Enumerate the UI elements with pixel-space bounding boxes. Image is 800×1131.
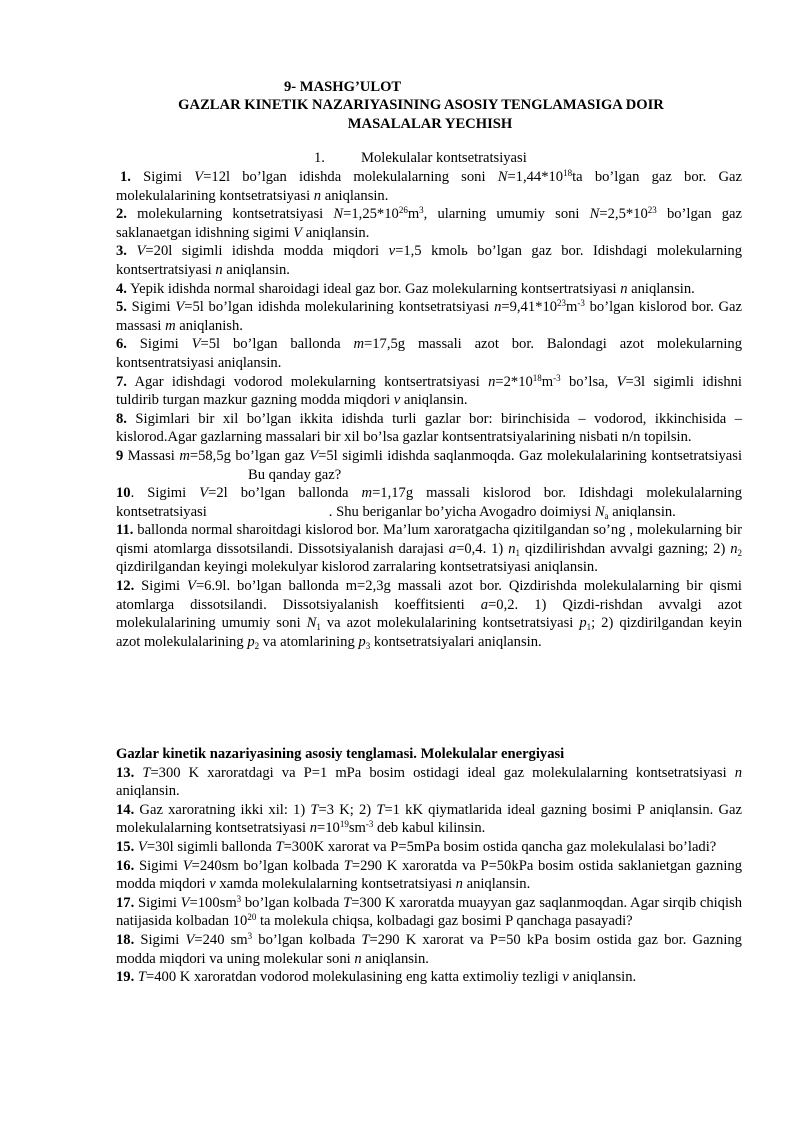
text: Sigimi (130, 169, 195, 185)
text: =0,4. 1) (456, 540, 509, 557)
problem-14 (116, 801, 742, 838)
page-title: 9- MASHG’ULOT (284, 79, 402, 95)
superscript: 18 (532, 372, 542, 383)
text: m (407, 206, 420, 223)
subscript: 1 (586, 622, 592, 633)
problem-17 (116, 894, 742, 931)
variable: m (165, 317, 176, 334)
text: va atomlarining (259, 633, 359, 650)
variable: N (589, 206, 600, 223)
variable: V (191, 336, 201, 353)
text: Sigimi (134, 857, 183, 874)
superscript: -3 (365, 819, 374, 830)
text: ; 2) qizdirilgandan keyin azot molekulalarining (116, 615, 743, 650)
text: xamda molekulalarning kontsetratsiyasi (215, 876, 456, 893)
text: ballonda normal sharoitdagi kislorod bor. Ma’lum xaroratgacha qizitilgandan so’ng , molekularning bir qismi atomlarga dissotsilandi. Dissotsiyalanish darajasi (116, 522, 742, 557)
text: kontsetratsiyalari aniqlansin. (370, 633, 542, 650)
variable: V (180, 894, 190, 911)
superscript: -3 (553, 372, 561, 383)
variable: T (361, 931, 370, 948)
text: aniqlansin. (400, 392, 468, 409)
variable: m (179, 447, 190, 464)
text: =300K xarorat va P=5mPa bosim ostida qancha gaz molekulalasi bo’ladi? (283, 838, 717, 855)
text: Agar idishdagi vodorod molekularning kontsertratsiyasi (126, 373, 489, 390)
text: qizdilirishdan avvalgi gazning; 2) (520, 540, 731, 557)
variable: T (343, 857, 352, 874)
section-heading-1 (314, 149, 527, 168)
problem-12 (116, 577, 742, 651)
text: aniqlansin. (116, 783, 180, 800)
superscript: 23 (557, 298, 567, 309)
problem-number: 7. (116, 373, 127, 390)
variable: N (306, 615, 317, 632)
page-subtitle-line2: MASALALAR YECHISH (347, 116, 513, 132)
problem-number: 6. (116, 336, 127, 353)
problem-number: 2. (116, 206, 127, 223)
text: =100sm (189, 894, 237, 911)
text: aniqlansin. (568, 969, 637, 986)
subscript: a (604, 510, 609, 521)
text: aniqlansin. (302, 224, 370, 241)
text: =240 sm (194, 931, 248, 948)
text: =1,17g massali kislorod bor. Idishdagi molekulalarning kontsetratsiyasi (116, 485, 743, 520)
text: =2*10 (495, 373, 533, 390)
text: . Sigimi (130, 485, 200, 502)
variable: v (562, 969, 569, 986)
section-heading-2: Gazlar kinetik nazariyasining asosiy tenglamasi. Molekulalar energiyasi (116, 746, 565, 762)
subscript: 2 (254, 640, 260, 651)
superscript: 18 (563, 168, 573, 178)
variable: v (393, 392, 401, 409)
variable: v (209, 876, 216, 893)
text: =290 K xarorat va P=50 kPa bosim ostida gaz bor. Gazning modda miqdori va uning molekular soni (116, 931, 742, 967)
text: deb kabul kilinsin. (373, 820, 486, 837)
text: qizdirilgandan keyingi molekulyar kislorod zarralaring kontsetratsiyasi aniqlansin. (116, 559, 598, 576)
text: Sigimi (134, 894, 181, 911)
text: Yepik idishda normal sharoidagi ideal gaz bor. Gaz molekularning kontsertratsiyasi (126, 280, 621, 297)
problem-number: 14. (116, 801, 135, 818)
variable: n (354, 950, 362, 967)
text: va azot molekulalarining kontsetratsiyasi (320, 615, 580, 632)
text: =6.9l. bo’lgan ballonda m=2,3g massali azot bor. Qizdirishda molekulalarning bir qismi atomlarga dissotsilandi. Dissotsiyalanish koeffitsienti (116, 578, 742, 613)
text: m (541, 373, 554, 390)
variable: n (313, 187, 322, 204)
text: =1,25*10 (343, 206, 399, 223)
text: =3 K; 2) (318, 801, 377, 818)
subscript: 2 (737, 547, 743, 558)
problem-number: 19. (116, 969, 135, 986)
text: bo’lgan kislorod bor. Gaz massasi (116, 299, 742, 334)
page-subtitle: GAZLAR KINETIK NAZARIYASINING ASOSIY TENGLAMASIGA DOIR (178, 97, 664, 113)
text: =300 K xaroratdagi va P=1 mPa bosim ostidagi ideal gaz molekulalarning kontsetratsiyasi (150, 764, 735, 781)
problem-number: 17. (116, 894, 135, 911)
superscript: 20 (247, 912, 257, 923)
problem-15 (116, 838, 742, 857)
problem-number: 9 (116, 447, 124, 464)
problem-19 (116, 968, 742, 987)
variable: V (187, 578, 196, 595)
variable: m (361, 485, 373, 502)
text: Massasi (123, 447, 180, 464)
variable: V (136, 243, 146, 260)
text: =10 (317, 820, 340, 837)
variable: T (142, 764, 151, 781)
variable: V (194, 169, 204, 185)
text: =1,44*10 (507, 169, 564, 185)
variable: p (247, 633, 255, 650)
problem-8 (116, 410, 742, 447)
problem-18 (116, 931, 742, 968)
text: molekularning kontsetratsiyasi (126, 206, 334, 223)
text: =1,5 kmolь bo’lgan gaz bor. Idishdagi molekularning kontsertratsiyasi (116, 243, 743, 278)
variable: p (358, 633, 366, 650)
text: Bu qanday gaz? (248, 466, 342, 483)
text: sm (348, 820, 366, 837)
problem-number: 13. (116, 764, 135, 781)
text: =290 K xaroratda va P=50kPa bosim ostida saklanietgan gazning modda miqdori (116, 857, 742, 893)
text: aniqlansin. (321, 187, 389, 204)
superscript: 23 (647, 205, 657, 216)
text: Sigimi (126, 336, 192, 353)
variable: V (175, 299, 185, 316)
problem-6 (116, 335, 742, 372)
variable: V (137, 838, 147, 855)
variable: m (353, 336, 365, 353)
text: bo’lgan kolbada (252, 931, 362, 948)
variable: v (388, 243, 396, 260)
variable: a (448, 540, 457, 557)
problem-list-1 (116, 168, 742, 651)
problem-4 (116, 280, 742, 299)
text: ta molekula chiqsa, kolbadagi gaz bosimi P qanchaga pasayadi? (256, 913, 633, 930)
variable: T (343, 894, 352, 911)
text: Sigimi (126, 299, 176, 316)
problem-5 (116, 298, 742, 335)
variable: n (494, 299, 502, 316)
superscript: 3 (247, 930, 253, 941)
variable: n (309, 820, 318, 837)
text: =300 K xaroratda muayyan gaz saqlanmoqdan. Agar sirqib chiqish natijasida kolbadan 10 (116, 894, 743, 930)
superscript: 19 (339, 819, 349, 830)
problem-7 (116, 373, 742, 410)
problem-number: 15. (116, 838, 135, 855)
problem-number: 11. (116, 522, 134, 539)
text: bo’lgan kolbada (241, 894, 344, 911)
variable: T (310, 801, 319, 818)
text: =2,5*10 (599, 206, 648, 223)
variable: N (594, 503, 605, 520)
variable: n (488, 373, 496, 390)
text: =2l bo’lgan ballonda (208, 485, 362, 502)
text: =9,41*10 (501, 299, 558, 316)
text: =12l bo’lgan idishda molekulalarning soni (203, 169, 498, 185)
problem-3 (116, 242, 742, 279)
problem-9 (116, 447, 742, 484)
text: aniqlansin. (608, 503, 676, 520)
variable: n (455, 876, 463, 893)
variable: T (275, 838, 284, 855)
text: ta bo’lgan gaz bor. Gaz molekulalarining kontsetratsiyasi (116, 169, 743, 204)
variable: n (734, 764, 742, 781)
text: =58,5g bo’lgan gaz (189, 447, 310, 464)
text: aniqlanish. (175, 317, 243, 334)
text: . Shu beriganlar bo’yicha Avogadro doimiysi (328, 503, 595, 520)
text: aniqlansin. (462, 876, 531, 893)
problem-number: 5. (116, 299, 127, 316)
text: =5l bo’lgan idishda molekularining kontsetratsiyasi (184, 299, 495, 316)
variable: n (215, 261, 223, 278)
superscript: 26 (398, 205, 408, 216)
variable: N (333, 206, 344, 223)
variable: T (137, 969, 147, 986)
text: =17,5g massali azot bor. Balondagi azot molekularning kontsentratsiyasi aniqlansin. (116, 336, 742, 371)
problem-number: 16. (116, 857, 135, 874)
text: Gaz xaroratning ikki xil: 1) (134, 801, 311, 818)
variable: N (497, 169, 508, 185)
section-title: Molekulalar kontsetratsiyasi (361, 150, 527, 166)
text: =3l sigimli idishni tuldirib turgan mazkur gazning modda miqdori (116, 373, 742, 409)
text: m (566, 299, 578, 316)
problem-13 (116, 764, 742, 801)
section-number: 1. (314, 150, 325, 166)
text: =0,2. 1) Qizdi-rishdan avvalgi azot molekulalarining umumiy soni (116, 596, 742, 632)
text: bo’lsa, (560, 373, 617, 390)
problem-2 (116, 205, 742, 242)
variable: V (616, 373, 626, 390)
problem-number: 4. (116, 280, 127, 297)
text: Sigimlari bir xil bo’lgan ikkita idishda turli gazlar bor: birinchisida – vodorod, ikkinchisida – kislorod.Agar gazlarning massalari bir xil bo’lsa gazlar kontsentratsiyalarining nisbati n/n topilsin. (116, 410, 742, 446)
variable: V (199, 485, 209, 502)
text: =240sm bo’lgan kolbada (191, 857, 344, 874)
variable: V (309, 447, 319, 464)
text: =20l sigimli idishda modda miqdori (145, 243, 389, 260)
problem-number: 12. (116, 578, 135, 595)
text: =400 K xaroratdan vodorod molekulasining eng katta extimoliy tezligi (146, 969, 563, 986)
variable: p (579, 615, 587, 632)
text: Sigimi (134, 578, 188, 595)
problem-11 (116, 521, 742, 577)
text: aniqlansin. (222, 261, 290, 278)
superscript: -3 (577, 298, 585, 309)
text: aniqlansin. (627, 280, 695, 297)
variable: a (480, 596, 489, 613)
problem-number: 8. (116, 410, 127, 427)
problem-10 (116, 484, 742, 521)
text: =1 kK qiymatlarida ideal gazning bosimi P aniqlansin. Gaz molekulalarning kontsetratsiyasi (116, 801, 742, 837)
problem-list-2 (116, 745, 742, 987)
variable: n (508, 540, 516, 557)
variable: n (620, 280, 628, 297)
variable: V (293, 224, 303, 241)
text: =30l sigimli ballonda (146, 838, 276, 855)
superscript: 3 (236, 893, 242, 904)
problem-number: 18. (116, 931, 135, 948)
subscript: 3 (365, 640, 371, 651)
subscript: 1 (515, 547, 521, 558)
superscript: 3 (419, 205, 424, 216)
variable: T (376, 801, 385, 818)
subscript: 1 (316, 622, 321, 633)
variable: n (730, 540, 738, 557)
variable: V (182, 857, 192, 874)
problem-1 (116, 168, 742, 205)
problem-number: 10 (116, 485, 131, 502)
text: aniqlansin. (361, 950, 429, 967)
text: , ularning umumiy soni (423, 206, 590, 223)
problem-number: 3. (116, 243, 127, 260)
text: =5l sigimli idishda saqlanmoqda. Gaz molekulalarining kontsetratsiyasi (318, 447, 743, 464)
variable: V (185, 931, 195, 948)
text: bo’lgan gaz saklanaetgan idishning sigimi (116, 206, 742, 241)
problem-number: 1. (120, 169, 131, 185)
text: =5l bo’lgan ballonda (200, 336, 354, 353)
text: Sigimi (134, 931, 186, 948)
problem-16 (116, 857, 742, 894)
